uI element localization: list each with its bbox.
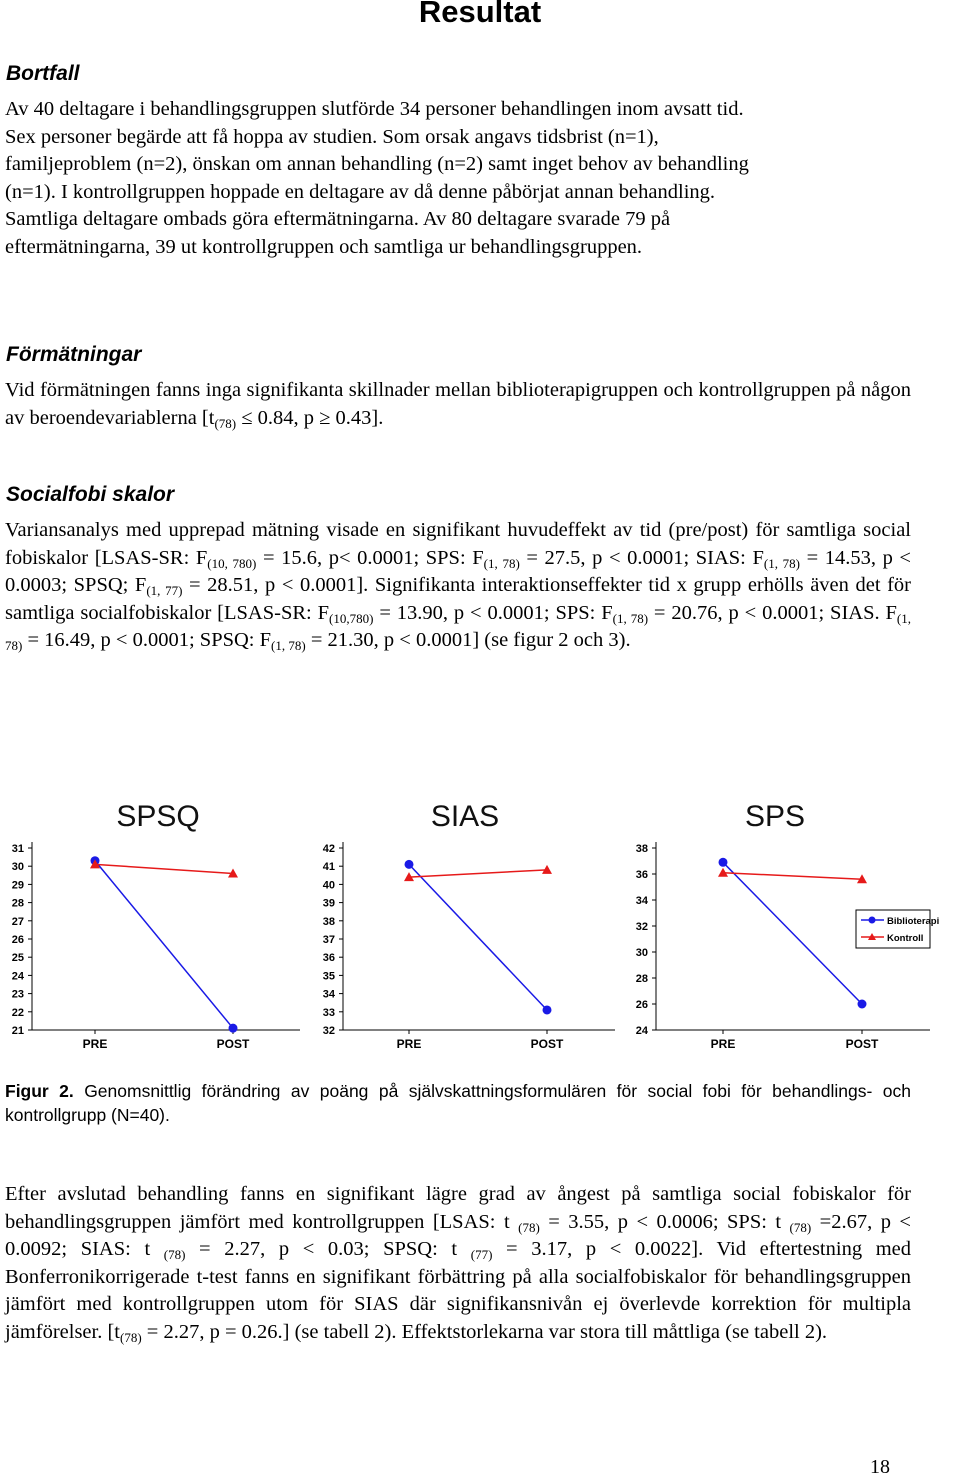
page-number: 18 [870,1456,890,1478]
y-tick-label: 36 [322,952,335,965]
y-tick-label: 30 [11,861,24,874]
y-tick-label: 24 [11,970,24,983]
socialfobi-subscript: (1, 77) [146,583,183,598]
x-tick-label: PRE [710,1037,736,1051]
bortfall-line: eftermätningarna, 39 ut kontrollgruppen och samtliga ur behandlingsgruppen. [5,235,643,258]
y-tick-label: 30 [635,947,648,959]
socialfobi-text: = 14.53, p < 0.0003; SPSQ; F [5,546,911,596]
series-line-kontroll [723,873,862,880]
socialfobi-text: = 20.76, p < 0.0001; SIAS. F [648,601,897,624]
chart-spsq [12,800,300,1051]
chart-sias [323,800,615,1051]
y-tick-label: 42 [322,843,335,855]
y-tick-label: 36 [635,869,648,881]
bortfall-line: (n=1). I kontrollgruppen hoppade en deltagare av då denne påbörjat annan behandling. [5,180,716,203]
data-point-biblioterapi [719,858,728,867]
chart-legend [856,910,939,948]
section-heading-bortfall: Bortfall [6,62,80,85]
y-tick-label: 25 [11,952,24,965]
y-tick-label: 37 [322,934,335,946]
series-line-biblioterapi [409,864,547,1010]
bortfall-line: familjeproblem (n=2), önskan om annan behandling (n=2) samt inget behov av behandling [5,153,749,175]
bortfall-paragraph [5,96,911,261]
y-tick-label: 26 [11,934,24,946]
x-tick-label: PRE [82,1037,108,1051]
socialfobi-text: = 16.49, p < 0.0001; SPSQ: F [22,629,272,651]
y-tick-label: 40 [322,879,335,892]
chart-title: SPSQ [116,800,200,833]
y-tick-label: 26 [635,999,648,1011]
x-tick-label: PRE [396,1037,422,1051]
y-tick-label: 28 [635,973,648,985]
socialfobi-subscript: (10,780) [329,610,374,626]
y-tick-label: 41 [322,861,335,874]
socialfobi-paragraph [5,517,911,655]
y-tick-label: 39 [322,897,335,910]
formatningar-paragraph [5,377,911,432]
x-tick-label: POST [845,1037,879,1051]
bortfall-line: Samtliga deltagare ombads göra eftermätningarna. Av 80 deltagare svarade 79 på [5,208,671,230]
socialfobi-subscript: (10, 780) [207,555,257,571]
legend-label: Kontroll [887,933,924,944]
y-tick-label: 27 [11,915,24,928]
chart-title: SIAS [430,800,500,833]
efter-text: = 2.27, p = 0.26.] (se tabell 2). Effektstorlekarna var stora till måttliga (se tabell 2). [141,1320,828,1343]
efter-text: = 2.27, p < 0.03; SPSQ: t [185,1238,471,1260]
y-tick-label: 34 [322,988,335,1001]
efter-subscript: (78) [119,1329,142,1345]
section-heading-formatningar: Förmätningar [6,343,142,366]
y-tick-label: 28 [11,897,24,910]
y-tick-label: 32 [635,921,648,933]
bortfall-line: Sex personer begärde att få hoppa av studien. Som orsak angavs tidsbrist (n=1), [5,125,659,148]
formatningar-text: ≤ 0.84, p ≥ 0.43]. [236,406,384,429]
figure-2-charts [0,790,960,1060]
data-point-biblioterapi [858,1000,867,1009]
efter-paragraph [5,1181,911,1346]
formatningar-subscript: (78) [214,415,237,431]
socialfobi-subscript: (1, 78) [483,555,520,571]
data-point-biblioterapi [229,1024,238,1033]
efter-subscript: (78) [163,1247,186,1262]
y-tick-label: 38 [322,915,335,928]
data-point-biblioterapi [405,860,414,869]
socialfobi-text: = 21.30, p < 0.0001] (se figur 2 och 3). [305,629,631,651]
socialfobi-subscript: (1, 78) [612,610,649,626]
efter-subscript: (78) [518,1219,540,1235]
efter-text: Efter avslutad behandling fanns en signifikant lägre grad av ångest på samtliga social fobiskalor för behandlingsgruppen jämfört med kontrollgruppen [LSAS: t [5,1183,911,1233]
caption-text: Genomsnittlig förändring av poäng på självskattningsformulären för social fobi för behandlings- och kontrollgrupp (N=40). [5,1081,911,1125]
socialfobi-subscript: (1, 78) [763,555,800,571]
x-tick-label: POST [530,1037,564,1051]
series-line-biblioterapi [95,861,233,1028]
y-tick-label: 22 [11,1006,24,1019]
efter-text: = 3.55, p < 0.0006; SPS: t [539,1210,790,1233]
socialfobi-text: = 27.5, p < 0.0001; SIAS: F [519,546,764,569]
page-title: Resultat [418,0,542,29]
formatningar-text: Vid förmätningen fanns inga signifikanta skillnader mellan biblioterapigruppen och kontrollgruppen på någon av beroendevariablerna [t [5,379,911,429]
legend-marker [869,917,876,924]
y-tick-label: 21 [11,1025,24,1037]
chart-sps [636,800,940,1051]
socialfobi-subscript: (1, 78) [271,638,306,653]
caption-label: Figur 2. [5,1081,74,1101]
efter-subscript: (78) [789,1219,812,1235]
y-tick-label: 38 [635,843,648,855]
series-line-kontroll [95,864,233,873]
legend-label: Biblioterapi [887,916,940,927]
figure-caption [5,1079,911,1127]
y-tick-label: 23 [11,988,24,1001]
y-tick-label: 34 [635,895,648,907]
series-line-biblioterapi [723,862,862,1004]
y-tick-label: 33 [322,1006,335,1019]
efter-text: = 3.17, p < 0.0022]. Vid eftertestning med Bonferronikorrigerade t-test fanns en signifikant förbättring på alla socialfobiskalor för behandlingsgruppen jämfört med kontrollgruppen utom för SIAS där signifikansnivån ej överlevde korrektion för multipla jämförelser. [t [5,1238,911,1343]
series-line-kontroll [409,870,547,877]
y-tick-label: 29 [11,879,24,892]
y-tick-label: 32 [322,1025,335,1037]
y-tick-label: 35 [322,970,335,983]
section-heading-socialfobi: Socialfobi skalor [6,483,175,506]
efter-subscript: (77) [470,1247,493,1262]
data-point-biblioterapi [543,1005,552,1014]
y-tick-label: 24 [635,1025,648,1037]
socialfobi-text: Variansanalys med upprepad mätning visade en signifikant huvudeffekt av tid (pre/post) för samtliga social fobiskalor [LSAS-SR: F [5,519,911,569]
socialfobi-subscript: (1, 78) [5,610,911,653]
efter-text: =2.67, p < 0.0092; SIAS: t [5,1210,911,1260]
socialfobi-text: = 28.51, p < 0.0001]. Signifikanta interaktionseffekter tid x grupp erhölls även det för samtliga socialfobiskalor [LSAS-SR: F [5,574,912,624]
y-tick-label: 31 [11,843,24,855]
socialfobi-text: = 13.90, p < 0.0001; SPS: F [373,601,613,624]
socialfobi-text: = 15.6, p< 0.0001; SPS: F [256,546,484,569]
bortfall-line: Av 40 deltagare i behandlingsgruppen slutförde 34 personer behandlingen inom avsatt tid. [5,98,744,120]
x-tick-label: POST [216,1037,250,1051]
chart-title: SPS [744,800,806,833]
